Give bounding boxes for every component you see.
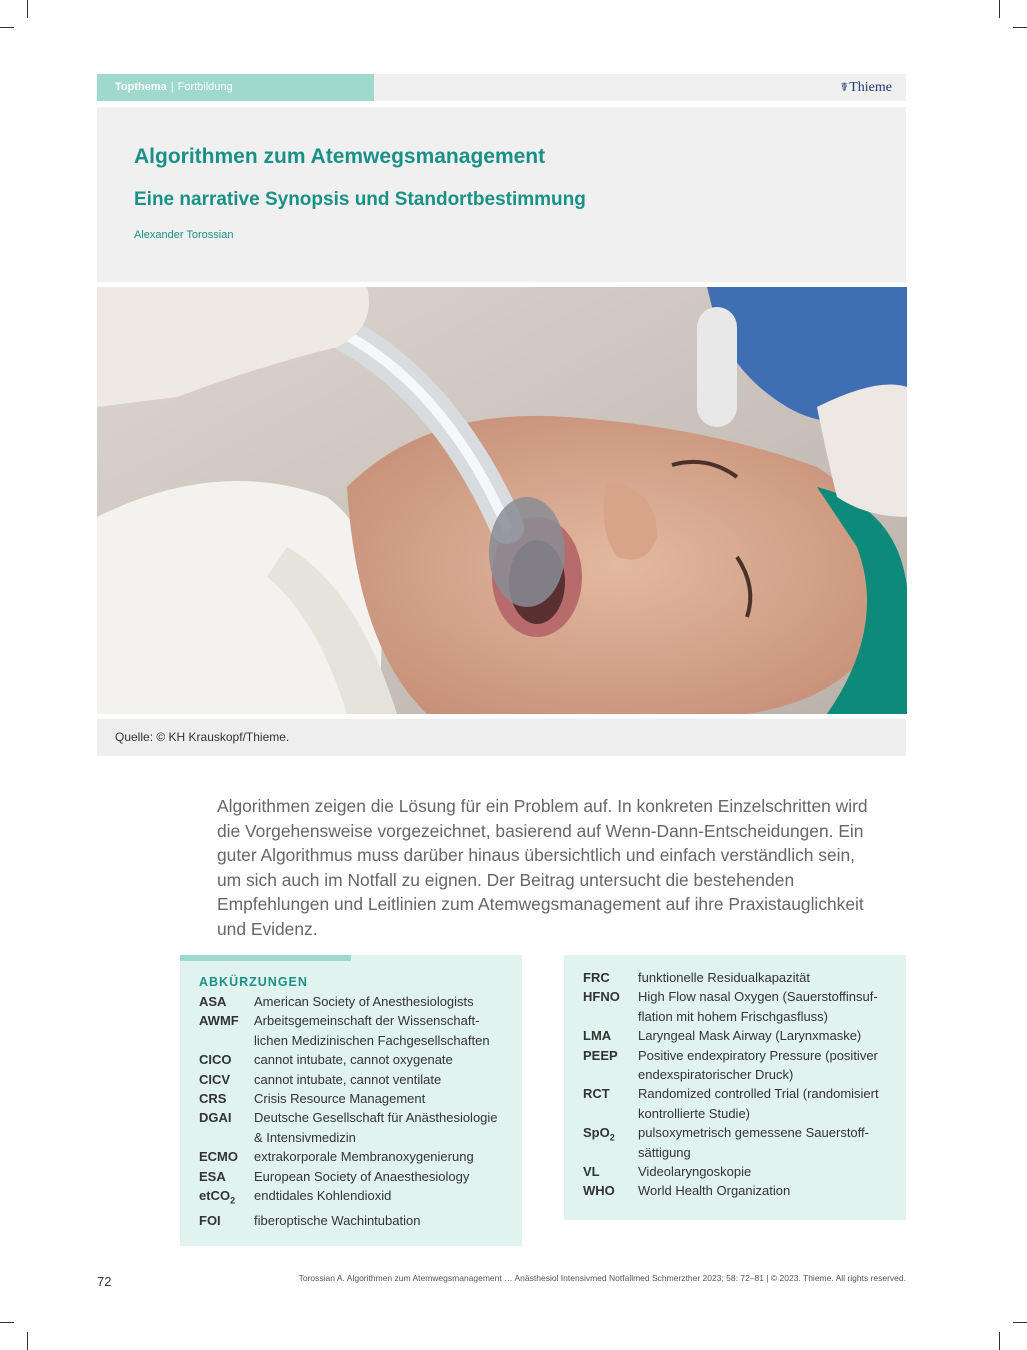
abbreviation-term: HFNO	[583, 989, 620, 1005]
abbreviation-entry	[583, 1026, 906, 1045]
abbreviations-box-right	[564, 955, 906, 1220]
abbreviation-definition: Deutsche Gesellschaft für Anästhesiologie & Intensivmedizin	[254, 1110, 498, 1145]
abbreviation-definition: endtidales Kohlendioxid	[254, 1188, 392, 1204]
abbreviation-entry	[199, 1070, 522, 1089]
section-separator: |	[170, 81, 174, 93]
abbreviation-definition: cannot intubate, cannot ventilate	[254, 1071, 442, 1087]
crop-mark	[0, 1322, 14, 1323]
abbreviation-term: ASA	[199, 994, 227, 1009]
abbreviation-definition: Laryngeal Mask Airway (Larynxmaske)	[638, 1028, 862, 1044]
abbreviation-definition: High Flow nasal Oxygen (Sauerstoffinsuf-flation mit hohem Frischgasfluss)	[638, 989, 878, 1024]
footer-citation: Torossian A. Algorithmen zum Atemwegsmanagement … Anästhesiol Intensivmed Notfallmed Schmerzther 2023; 58: 72–81 | © 2023. Thieme. All rights reserved.	[298, 1273, 906, 1283]
abbreviation-definition: extrakorporale Membranoxygenierung	[254, 1149, 474, 1165]
abbreviation-term: PEEP	[583, 1047, 618, 1063]
abbreviation-term: CICV	[199, 1071, 231, 1087]
section-tag	[97, 74, 374, 101]
abbreviation-definition: World Health Organization	[638, 1183, 791, 1199]
abbreviation-entry	[583, 987, 906, 1026]
abbreviation-term: SpO$_2$	[583, 1125, 615, 1143]
abbreviation-term: DGAI	[199, 1110, 232, 1126]
crop-mark	[0, 27, 14, 28]
abbreviation-definition: Videolaryngoskopie	[638, 1164, 752, 1180]
abbreviation-term: ECMO	[199, 1149, 238, 1165]
article-photo	[97, 287, 907, 714]
abbreviation-term: RCT	[583, 1086, 610, 1102]
abbreviation-definition: fiberoptische Wachintubation	[254, 1213, 421, 1229]
abbreviations-list-right	[583, 968, 906, 1201]
abbreviation-term: AWMF	[199, 1013, 239, 1029]
abbreviation-term: ESA	[199, 1168, 226, 1184]
abbreviation-entry	[583, 1123, 906, 1162]
abbreviation-definition: Randomized controlled Trial (randomisiert kontrollierte Studie)	[638, 1086, 879, 1121]
abbreviation-term: CRS	[199, 1091, 227, 1107]
title-block	[97, 107, 906, 282]
abbreviation-definition: European Society of Anaesthesiology	[254, 1168, 470, 1184]
abbreviation-definition: funktionelle Residualkapazität	[638, 970, 810, 985]
article-abstract: Algorithmen zeigen die Lösung für ein Problem auf. In konkreten Einzelschritten wird die Vorgehensweise vorgezeichnet, basierend auf Wenn-Dann-Entscheidungen. Ein guter Algorithmus muss darüber hinaus übersichtlich und einfach verständlich sein, um sich auch im Notfall zu eignen. Der Beitrag untersucht die bestehenden Empfehlungen und Leitlinien zum Atemwegsmanagement auf ihre Praxistauglichkeit und Evidenz.	[217, 796, 868, 939]
abbreviation-entry	[199, 1211, 522, 1230]
abbreviation-definition: pulsoxymetrisch gemessene Sauerstoff-sättigung	[638, 1125, 869, 1160]
abbreviation-definition: Positive endexpiratory Pressure (positiver endexspiratorischer Druck)	[638, 1047, 878, 1083]
abbreviation-definition: Arbeitsgemeinschaft der Wissenschaft-lichen Medizinischen Fachgesellschaften	[254, 1013, 490, 1048]
abbreviation-entry	[583, 1162, 906, 1181]
abbreviation-term: etCO$_2$	[199, 1188, 236, 1206]
abbreviation-entry	[199, 1089, 522, 1108]
abbreviations-heading: ABKÜRZUNGEN	[199, 975, 308, 989]
page-number: 72	[97, 1274, 112, 1289]
abbreviation-entry	[583, 1046, 906, 1085]
article-title: Algorithmen zum Atemwegsmanagement	[134, 145, 546, 168]
crop-mark	[27, 1332, 28, 1350]
crop-mark	[1013, 1322, 1027, 1323]
article-author: Alexander Torossian	[134, 229, 234, 241]
abbreviation-entry	[583, 1084, 906, 1123]
abbreviation-definition: American Society of Anesthesiologists	[254, 994, 474, 1009]
abbreviations-list-left	[199, 992, 522, 1230]
category-label: Fortbildung	[177, 81, 233, 93]
abbreviation-term: LMA	[583, 1028, 612, 1044]
abbreviation-definition: cannot intubate, cannot oxygenate	[254, 1052, 453, 1068]
abbreviation-entry	[199, 1186, 522, 1211]
abbreviation-entry	[583, 1181, 906, 1200]
abbreviation-entry	[199, 1147, 522, 1166]
abbreviation-entry	[583, 968, 906, 987]
abbreviation-entry	[199, 992, 522, 1011]
abbreviations-box-left	[180, 955, 522, 1246]
abbreviation-entry	[199, 1167, 522, 1186]
header-bar	[97, 74, 906, 101]
photo-caption: Quelle: © KH Krauskopf/Thieme.	[97, 719, 906, 756]
publisher-name: Thieme	[849, 80, 892, 95]
article-subtitle: Eine narrative Synopsis und Standortbestimmung	[134, 189, 586, 210]
abbreviation-term: FRC	[583, 970, 610, 985]
abbreviation-term: WHO	[583, 1183, 615, 1199]
thieme-emblem-icon: ☤	[840, 80, 849, 94]
abbreviation-entry	[199, 1108, 522, 1147]
abbreviation-definition: Crisis Resource Management	[254, 1091, 426, 1107]
section-label: Topthema	[115, 81, 167, 93]
abbreviation-entry	[199, 1050, 522, 1069]
crop-mark	[27, 0, 28, 18]
box-accent-bar	[180, 955, 351, 961]
publisher-logo	[840, 74, 892, 101]
crop-mark	[999, 1332, 1000, 1350]
abbreviation-term: CICO	[199, 1052, 232, 1068]
abbreviation-entry	[199, 1011, 522, 1050]
abbreviation-term: VL	[583, 1164, 600, 1180]
crop-mark	[1013, 27, 1027, 28]
abbreviation-term: FOI	[199, 1213, 221, 1229]
crop-mark	[999, 0, 1000, 18]
